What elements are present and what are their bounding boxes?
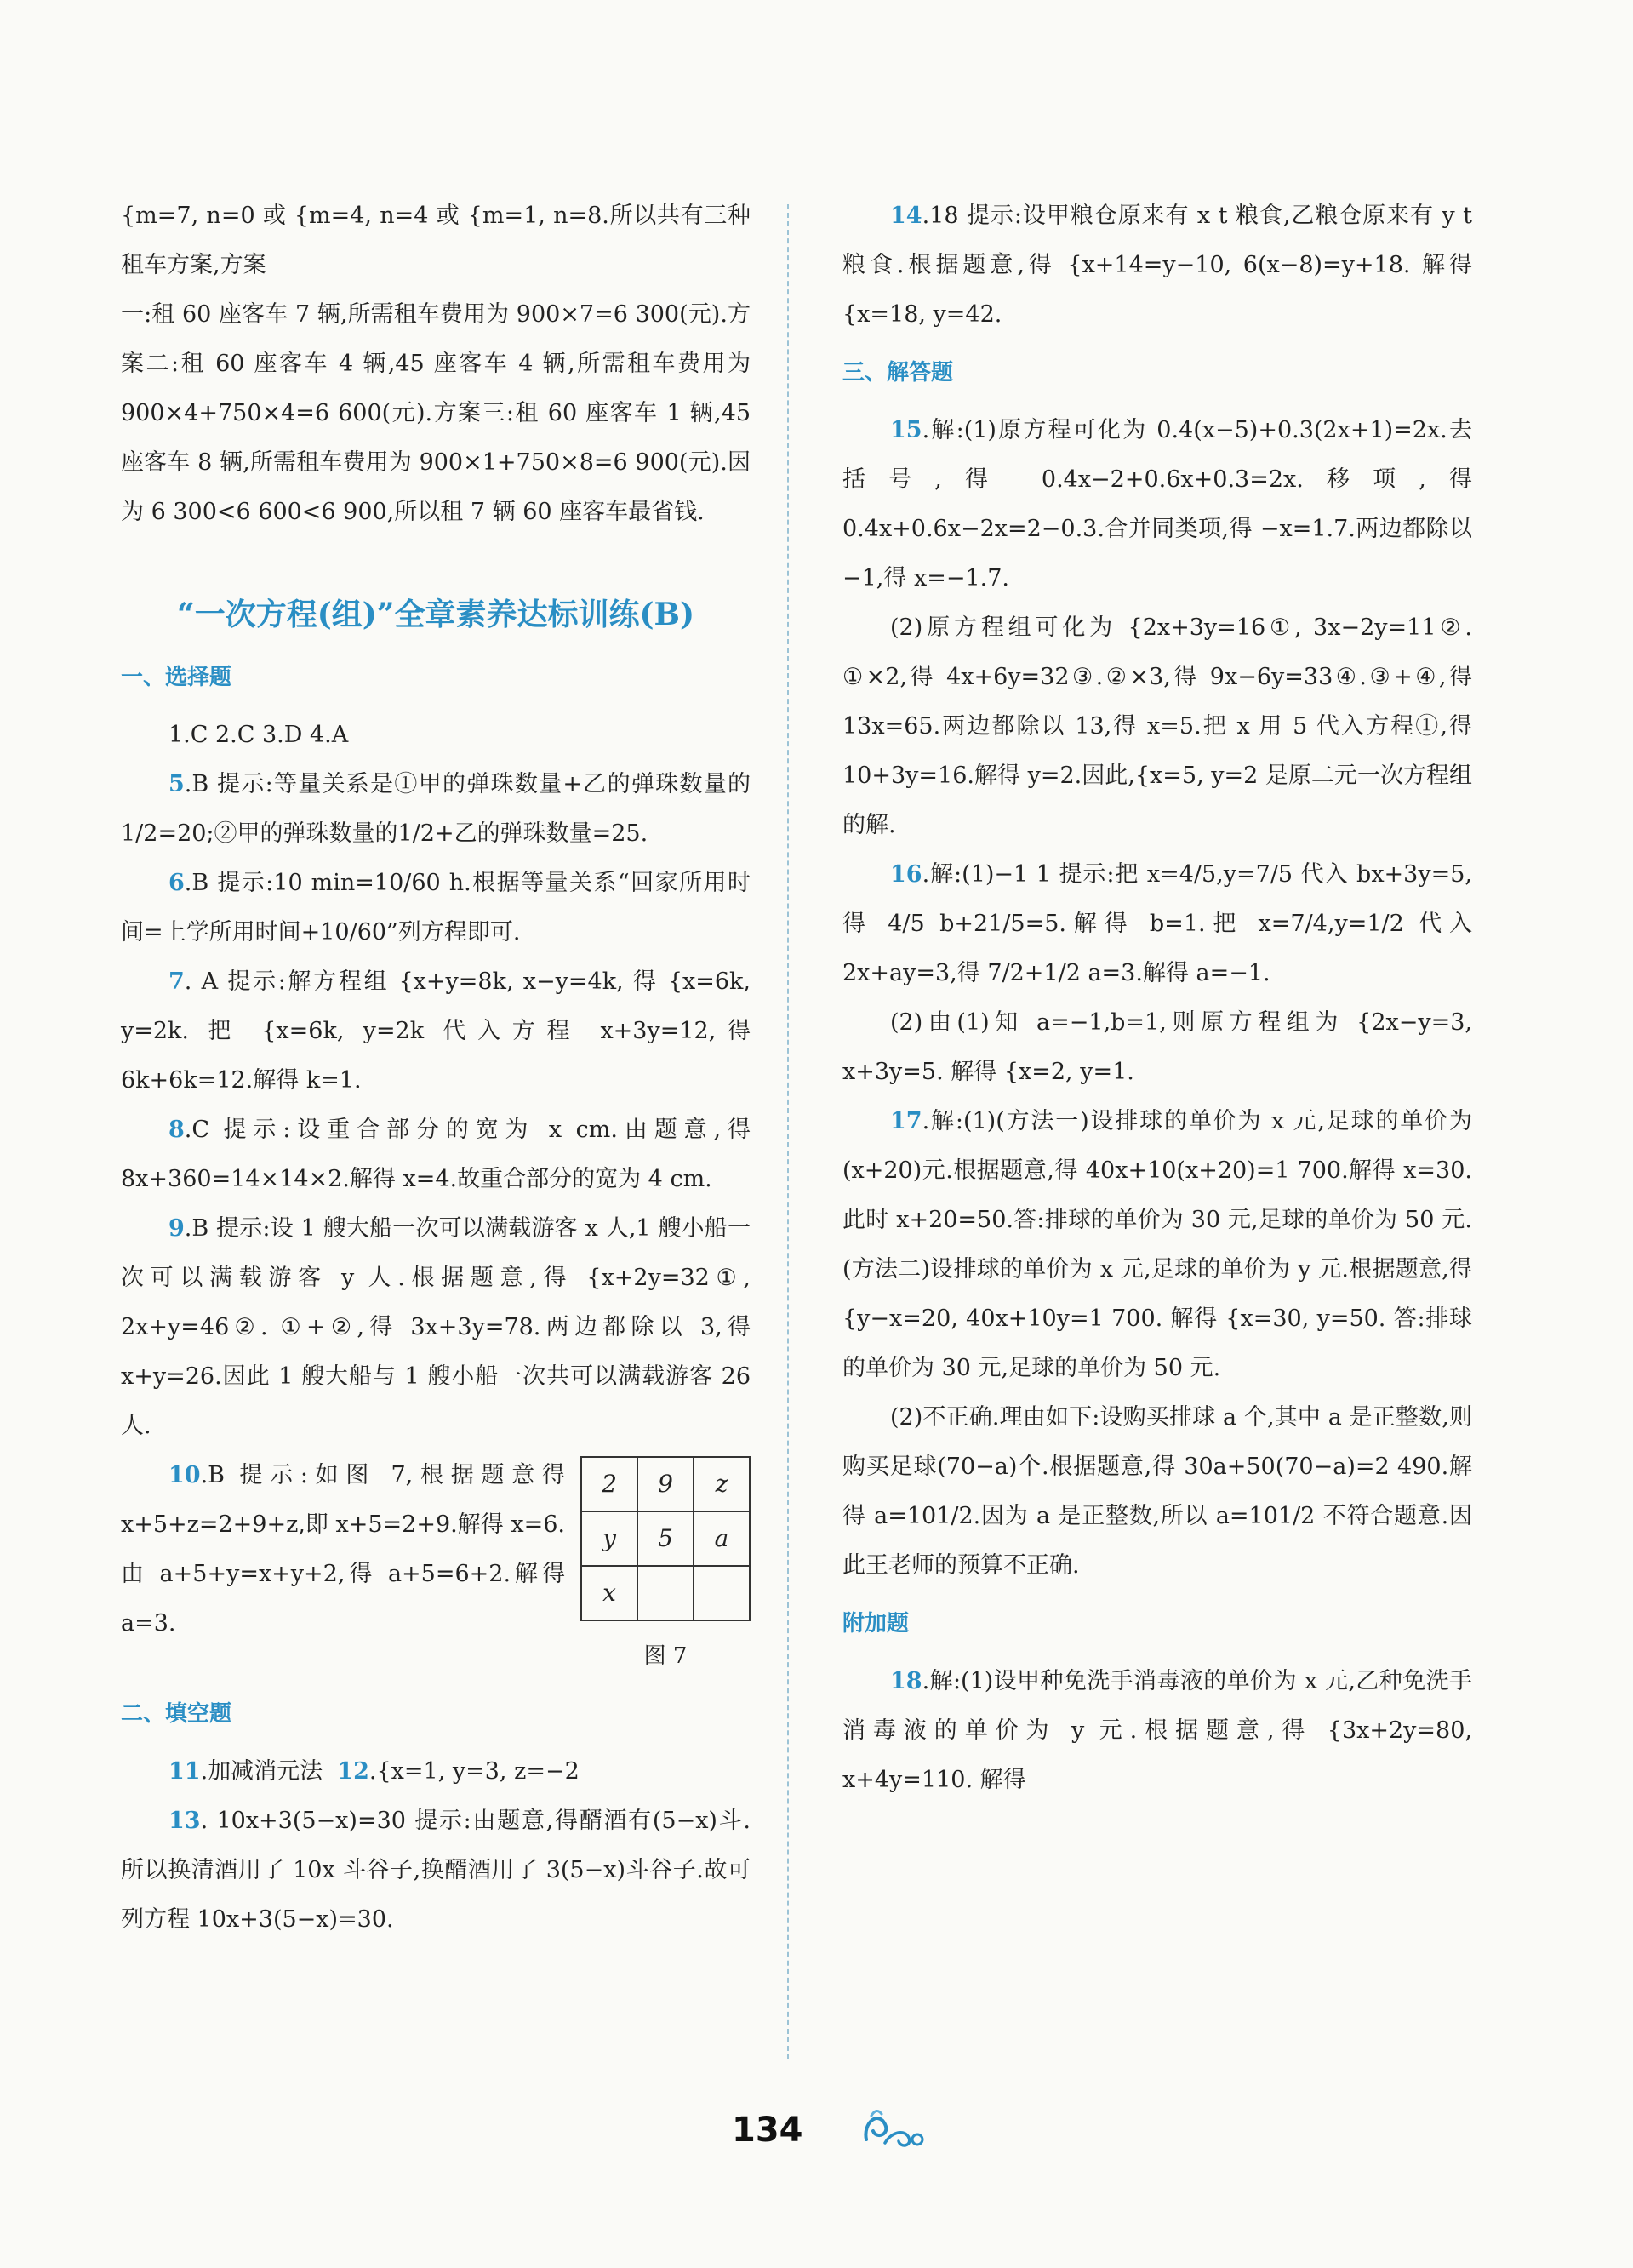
q9-text: .B 提示:设 1 艘大船一次可以满载游客 x 人,1 艘小船一次可以满载游客 y 人.根据题意,得 {x+2y=32①, 2x+y=46②. ①+②,得 3x+3y=78.两边都除以 3,得 x+y=26.因此 1 艘大船与 1 艘小船一次共可以满载游客 26 人. <box>121 1215 751 1439</box>
intro-plans: 一:租 60 座客车 7 辆,所需租车费用为 900×7=6 300(元).方案二:租 60 座客车 4 辆,45 座客车 4 辆,所需租车费用为 900×4+750×4=6 600(元).方案三:租 60 座客车 1 辆,45 座客车 8 辆,所需租车费用为 900×1+750×8=6 900(元).因为 6 300<6 600<6 900,所以租 7 辆 60 座客车最省钱. <box>121 301 751 525</box>
answer-9 <box>121 1204 751 1451</box>
answer-14 <box>842 191 1472 340</box>
column-divider <box>787 204 789 2059</box>
grid-cell <box>637 1566 694 1620</box>
q8-number: 8 <box>168 1117 185 1143</box>
q8-text: .C 提示:设重合部分的宽为 x cm.由题意,得 8x+360=14×14×2.解得 x=4.故重合部分的宽为 4 cm. <box>121 1117 751 1192</box>
figure-7-grid <box>580 1456 751 1621</box>
right-column <box>842 191 1472 1805</box>
swirl-logo-icon <box>859 2105 928 2151</box>
answer-17-part1 <box>842 1097 1472 1393</box>
grid-cell: y <box>581 1511 637 1566</box>
grid-cell: z <box>694 1457 750 1511</box>
answer-8 <box>121 1105 751 1204</box>
q17-text-1: .解:(1)(方法一)设排球的单价为 x 元,足球的单价为(x+20)元.根据题意,得 40x+10(x+20)=1 700.解得 x=30.此时 x+20=50.答:排球的单价为 30 元,足球的单价为 50 元. (方法二)设排球的单价为 x 元,足球的单价为 y 元.根据题意,得 {y−x=20, 40x+10y=1 700. 解得 {x=30, y=50. 答:排球的单价为 30 元,足球的单价为 50 元. <box>842 1108 1472 1381</box>
q17-number: 17 <box>890 1108 922 1134</box>
answer-6 <box>121 859 751 957</box>
q15-number: 15 <box>890 417 922 443</box>
answer-18 <box>842 1657 1472 1805</box>
answer-15-part1 <box>842 406 1472 603</box>
q7-number: 7 <box>168 968 185 995</box>
grid-cell <box>694 1566 750 1620</box>
q10-text: .B 提示:如图 7,根据题意得 x+5+z=2+9+z,即 x+5=2+9.解得 x=6.由 a+5+y=x+y+2,得 a+5=6+2.解得 a=3. <box>121 1462 565 1637</box>
q11-text: .加减消元法 <box>200 1758 323 1785</box>
section-fill-heading: 二、填空题 <box>121 1701 232 1727</box>
q18-text: .解:(1)设甲种免洗手消毒液的单价为 x 元,乙种免洗手消毒液的单价为 y 元.根据题意,得 {3x+2y=80, x+4y=110. 解得 <box>842 1668 1472 1793</box>
answer-16-part1 <box>842 850 1472 998</box>
section-solution-heading: 三、解答题 <box>842 360 954 386</box>
q6-number: 6 <box>168 870 185 896</box>
q5-text: .B 提示:等量关系是①甲的弹珠数量+乙的弹珠数量的1/2=20;②甲的弹珠数量的1/2+乙的弹珠数量=25. <box>121 771 751 847</box>
q6-text: .B 提示:10 min=10/60 h.根据等量关系“回家所用时间=上学所用时间+10/60”列方程即可. <box>121 870 751 945</box>
answer-1-4: 1.C 2.C 3.D 4.A <box>168 722 349 748</box>
q12-number: 12 <box>337 1758 369 1785</box>
answer-15-part2: (2)原方程组可化为 {2x+3y=16①, 3x−2y=11②. ①×2,得 4x+6y=32③.②×3,得 9x−6y=33④.③+④,得 13x=65.两边都除以 13,得 x=5.把 x 用 5 代入方程①,得 10+3y=16.解得 y=2.因此,{x=5, y=2 是原二元一次方程组的解. <box>842 614 1472 838</box>
grid-cell: 9 <box>637 1457 694 1511</box>
section-extra-heading: 附加题 <box>842 1611 910 1637</box>
q7-text: . A 提示:解方程组 {x+y=8k, x−y=4k, 得 {x=6k, y=2k. 把 {x=6k, y=2k 代入方程 x+3y=12,得 6k+6k=12.解得 k=1. <box>121 968 751 1094</box>
chapter-title: “一次方程(组)”全章素养达标训练(B) <box>177 597 694 632</box>
q12-text: .{x=1, y=3, z=−2 <box>368 1758 580 1785</box>
q13-text: . 10x+3(5−x)=30 提示:由题意,得醑酒有(5−x)斗.所以换清酒用了 10x 斗谷子,换醑酒用了 3(5−x)斗谷子.故可列方程 10x+3(5−x)=30. <box>121 1808 751 1933</box>
answer-5 <box>121 760 751 859</box>
q10-number: 10 <box>168 1462 201 1488</box>
grid-cell: 5 <box>637 1511 694 1566</box>
q18-number: 18 <box>890 1668 922 1694</box>
page-number: 134 <box>732 2111 803 2150</box>
left-column <box>121 191 751 1945</box>
q13-number: 13 <box>168 1808 201 1834</box>
answer-17-part2: (2)不正确.理由如下:设购买排球 a 个,其中 a 是正整数,则购买足球(70−a)个.根据题意,得 30a+50(70−a)=2 490.解得 a=101/2.因为 a 是正整数,所以 a=101/2 不符合题意.因此王老师的预算不正确. <box>842 1404 1472 1579</box>
q16-text-1: .解:(1)−1 1 提示:把 x=4/5,y=7/5 代入 bx+3y=5,得 4/5 b+21/5=5.解得 b=1.把 x=7/4,y=1/2 代入 2x+ay=3,得 7/2+1/2 a=3.解得 a=−1. <box>842 861 1472 986</box>
q5-number: 5 <box>168 771 185 797</box>
q15-text-1: .解:(1)原方程可化为 0.4(x−5)+0.3(2x+1)=2x.去括号,得 0.4x−2+0.6x+0.3=2x.移项,得 0.4x+0.6x−2x=2−0.3.合并同类项,得 −x=1.7.两边都除以 −1,得 x=−1.7. <box>842 417 1472 591</box>
answer-13 <box>121 1797 751 1945</box>
answer-11-12 <box>121 1747 751 1797</box>
intro-systems: {m=7, n=0 或 {m=4, n=4 或 {m=1, n=8.所以共有三种租车方案,方案 <box>121 203 751 278</box>
figure-7 <box>580 1456 751 1681</box>
q9-number: 9 <box>168 1215 185 1242</box>
q11-number: 11 <box>168 1758 201 1785</box>
figure-7-caption: 图 7 <box>643 1643 688 1669</box>
answer-16-part2: (2)由(1)知 a=−1,b=1,则原方程组为 {2x−y=3, x+3y=5. 解得 {x=2, y=1. <box>842 1009 1472 1085</box>
answer-7 <box>121 957 751 1105</box>
grid-cell: 2 <box>581 1457 637 1511</box>
grid-cell: x <box>581 1566 637 1620</box>
grid-cell: a <box>694 1511 750 1566</box>
q14-number: 14 <box>890 203 922 229</box>
section-choice-heading: 一、选择题 <box>121 665 232 690</box>
q16-number: 16 <box>890 861 922 888</box>
q14-text: .18 提示:设甲粮仓原来有 x t 粮食,乙粮仓原来有 y t 粮食.根据题意,得 {x+14=y−10, 6(x−8)=y+18. 解得 {x=18, y=42. <box>842 203 1472 328</box>
